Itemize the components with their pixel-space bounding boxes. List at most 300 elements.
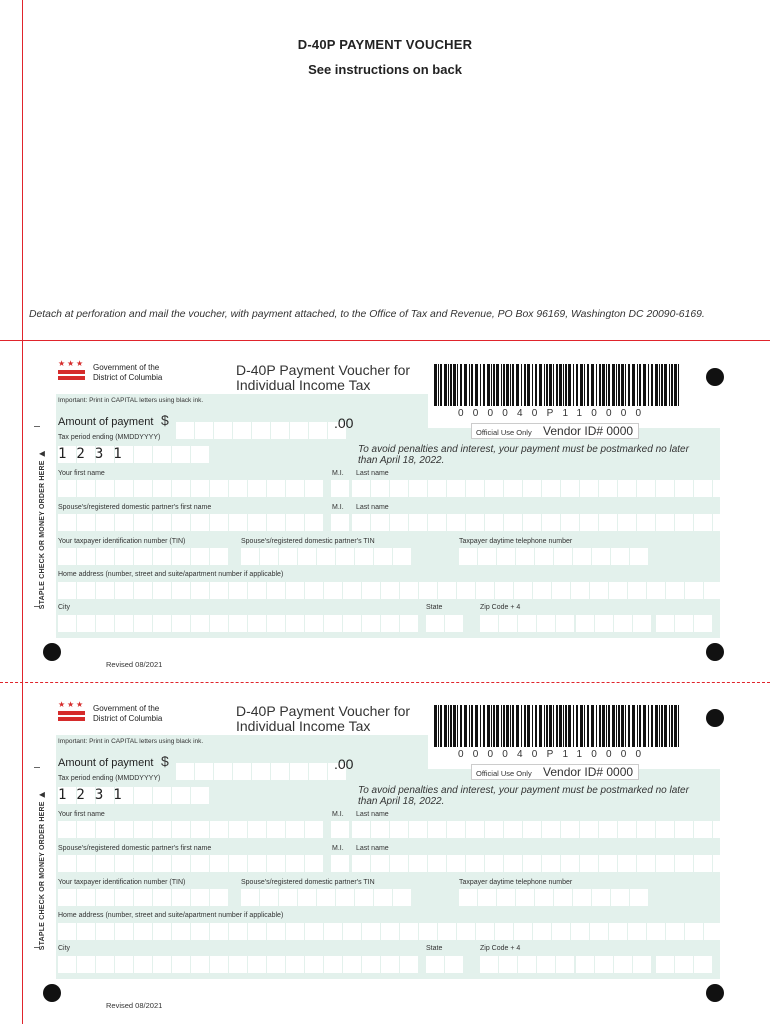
char-cell[interactable] xyxy=(675,855,693,872)
char-cell[interactable] xyxy=(630,889,648,906)
char-cell[interactable] xyxy=(694,821,712,838)
char-cell[interactable] xyxy=(485,514,503,531)
char-cell[interactable] xyxy=(480,615,498,632)
char-cell[interactable] xyxy=(58,582,76,599)
char-cell[interactable] xyxy=(267,855,285,872)
char-cell[interactable] xyxy=(305,956,323,973)
char-cell[interactable] xyxy=(504,821,522,838)
char-cell[interactable] xyxy=(352,480,370,497)
char-cell[interactable] xyxy=(153,582,171,599)
char-cell[interactable] xyxy=(210,480,228,497)
char-cell[interactable] xyxy=(499,956,517,973)
char-cell[interactable] xyxy=(497,889,515,906)
char-cell[interactable] xyxy=(229,956,247,973)
char-cell[interactable] xyxy=(191,787,209,804)
char-cell[interactable] xyxy=(554,548,572,565)
char-cell[interactable] xyxy=(495,923,513,940)
char-cell[interactable] xyxy=(241,889,259,906)
char-cell[interactable] xyxy=(96,855,114,872)
char-cell[interactable] xyxy=(592,548,610,565)
char-cell[interactable] xyxy=(647,923,665,940)
char-cell[interactable] xyxy=(229,855,247,872)
char-cell[interactable] xyxy=(476,923,494,940)
char-cell[interactable] xyxy=(537,956,555,973)
char-cell[interactable] xyxy=(77,821,95,838)
char-cell[interactable] xyxy=(419,923,437,940)
char-cell[interactable] xyxy=(542,821,560,838)
char-cell[interactable] xyxy=(134,548,152,565)
char-cell[interactable] xyxy=(317,889,335,906)
char-cell[interactable] xyxy=(331,480,349,497)
char-cell[interactable] xyxy=(561,480,579,497)
char-cell[interactable] xyxy=(191,446,209,463)
char-cell[interactable] xyxy=(153,787,171,804)
char-cell[interactable] xyxy=(694,615,712,632)
char-cell[interactable] xyxy=(153,514,171,531)
char-cell[interactable] xyxy=(497,548,515,565)
char-cell[interactable] xyxy=(713,514,731,531)
char-cell[interactable] xyxy=(447,821,465,838)
char-cell[interactable] xyxy=(214,422,232,439)
char-cell[interactable] xyxy=(115,548,133,565)
char-cell[interactable] xyxy=(267,480,285,497)
char-cell[interactable] xyxy=(77,548,95,565)
char-cell[interactable] xyxy=(58,923,76,940)
char-cell[interactable] xyxy=(599,821,617,838)
char-cell[interactable] xyxy=(573,548,591,565)
char-cell[interactable] xyxy=(286,514,304,531)
char-cell[interactable] xyxy=(267,923,285,940)
char-cell[interactable] xyxy=(96,548,114,565)
char-cell[interactable] xyxy=(459,548,477,565)
char-cell[interactable] xyxy=(153,821,171,838)
char-cell[interactable] xyxy=(96,480,114,497)
char-cell[interactable] xyxy=(675,956,693,973)
char-cell[interactable] xyxy=(723,582,741,599)
char-cell[interactable] xyxy=(210,615,228,632)
char-cell[interactable] xyxy=(409,514,427,531)
char-cell[interactable] xyxy=(271,763,289,780)
char-cell[interactable] xyxy=(305,480,323,497)
char-cell[interactable] xyxy=(172,446,190,463)
char-cell[interactable] xyxy=(115,923,133,940)
char-cell[interactable] xyxy=(134,582,152,599)
char-cell[interactable] xyxy=(58,548,76,565)
char-cell[interactable] xyxy=(499,615,517,632)
char-cell[interactable] xyxy=(153,855,171,872)
char-cell[interactable] xyxy=(96,923,114,940)
char-cell[interactable] xyxy=(191,923,209,940)
char-cell[interactable] xyxy=(210,889,228,906)
char-cell[interactable] xyxy=(343,956,361,973)
char-cell[interactable] xyxy=(229,514,247,531)
char-cell[interactable] xyxy=(556,956,574,973)
char-cell[interactable] xyxy=(355,548,373,565)
char-cell[interactable] xyxy=(210,923,228,940)
char-cell[interactable] xyxy=(576,956,594,973)
char-cell[interactable] xyxy=(134,889,152,906)
char-cell[interactable] xyxy=(267,514,285,531)
char-cell[interactable] xyxy=(134,855,152,872)
char-cell[interactable] xyxy=(153,480,171,497)
char-cell[interactable] xyxy=(172,821,190,838)
char-cell[interactable] xyxy=(371,821,389,838)
char-cell[interactable] xyxy=(542,480,560,497)
char-cell[interactable] xyxy=(96,514,114,531)
char-cell[interactable] xyxy=(409,855,427,872)
char-cell[interactable] xyxy=(426,956,444,973)
char-cell[interactable] xyxy=(115,514,133,531)
char-cell[interactable] xyxy=(637,514,655,531)
char-cell[interactable] xyxy=(533,582,551,599)
char-cell[interactable] xyxy=(252,422,270,439)
char-cell[interactable] xyxy=(248,514,266,531)
char-cell[interactable] xyxy=(571,923,589,940)
char-cell[interactable] xyxy=(516,889,534,906)
char-cell[interactable] xyxy=(115,615,133,632)
char-cell[interactable] xyxy=(400,582,418,599)
char-cell[interactable] xyxy=(561,821,579,838)
char-cell[interactable] xyxy=(191,956,209,973)
char-cell[interactable] xyxy=(286,956,304,973)
char-cell[interactable] xyxy=(324,956,342,973)
char-cell[interactable] xyxy=(77,480,95,497)
char-cell[interactable] xyxy=(485,480,503,497)
char-cell[interactable] xyxy=(331,821,349,838)
char-cell[interactable] xyxy=(704,923,722,940)
char-cell[interactable] xyxy=(191,855,209,872)
char-cell[interactable] xyxy=(675,615,693,632)
char-cell[interactable] xyxy=(77,889,95,906)
char-cell[interactable] xyxy=(229,923,247,940)
char-cell[interactable] xyxy=(485,821,503,838)
char-cell[interactable] xyxy=(390,514,408,531)
char-cell[interactable] xyxy=(656,956,674,973)
char-cell[interactable] xyxy=(428,821,446,838)
char-cell[interactable] xyxy=(290,763,308,780)
char-cell[interactable] xyxy=(447,514,465,531)
char-cell[interactable] xyxy=(609,923,627,940)
char-cell[interactable] xyxy=(58,480,76,497)
char-cell[interactable] xyxy=(476,582,494,599)
char-cell[interactable] xyxy=(248,582,266,599)
char-cell[interactable] xyxy=(362,923,380,940)
char-cell[interactable] xyxy=(115,821,133,838)
char-cell[interactable] xyxy=(371,855,389,872)
char-cell[interactable] xyxy=(618,480,636,497)
char-cell[interactable] xyxy=(571,582,589,599)
char-cell[interactable] xyxy=(428,855,446,872)
char-cell[interactable] xyxy=(191,514,209,531)
char-cell[interactable] xyxy=(409,821,427,838)
char-cell[interactable] xyxy=(305,582,323,599)
char-cell[interactable] xyxy=(666,923,684,940)
char-cell[interactable] xyxy=(134,480,152,497)
char-cell[interactable] xyxy=(628,582,646,599)
char-cell[interactable] xyxy=(523,855,541,872)
char-cell[interactable] xyxy=(647,582,665,599)
char-cell[interactable] xyxy=(309,763,327,780)
char-cell[interactable] xyxy=(229,615,247,632)
char-cell[interactable] xyxy=(210,514,228,531)
char-cell[interactable] xyxy=(352,514,370,531)
char-cell[interactable] xyxy=(390,855,408,872)
char-cell[interactable] xyxy=(552,582,570,599)
char-cell[interactable] xyxy=(331,855,349,872)
char-cell[interactable] xyxy=(590,582,608,599)
char-cell[interactable] xyxy=(580,855,598,872)
char-cell[interactable] xyxy=(656,855,674,872)
char-cell[interactable] xyxy=(286,923,304,940)
char-cell[interactable] xyxy=(324,582,342,599)
char-cell[interactable] xyxy=(210,956,228,973)
char-cell[interactable] xyxy=(279,889,297,906)
char-cell[interactable] xyxy=(390,480,408,497)
char-cell[interactable] xyxy=(675,821,693,838)
char-cell[interactable] xyxy=(96,889,114,906)
char-cell[interactable] xyxy=(542,855,560,872)
char-cell[interactable] xyxy=(428,514,446,531)
char-cell[interactable] xyxy=(535,548,553,565)
char-cell[interactable] xyxy=(317,548,335,565)
char-cell[interactable] xyxy=(248,615,266,632)
char-cell[interactable] xyxy=(637,821,655,838)
char-cell[interactable] xyxy=(305,821,323,838)
char-cell[interactable] xyxy=(191,548,209,565)
char-cell[interactable] xyxy=(609,582,627,599)
char-cell[interactable] xyxy=(153,923,171,940)
char-cell[interactable] xyxy=(96,821,114,838)
char-cell[interactable] xyxy=(134,821,152,838)
char-cell[interactable] xyxy=(685,923,703,940)
char-cell[interactable] xyxy=(675,480,693,497)
char-cell[interactable] xyxy=(153,615,171,632)
char-cell[interactable] xyxy=(381,923,399,940)
char-cell[interactable] xyxy=(478,548,496,565)
char-cell[interactable] xyxy=(331,514,349,531)
char-cell[interactable] xyxy=(533,923,551,940)
char-cell[interactable] xyxy=(713,480,731,497)
char-cell[interactable] xyxy=(514,923,532,940)
char-cell[interactable] xyxy=(77,923,95,940)
char-cell[interactable] xyxy=(176,422,194,439)
char-cell[interactable] xyxy=(381,956,399,973)
char-cell[interactable] xyxy=(58,514,76,531)
char-cell[interactable] xyxy=(172,787,190,804)
char-cell[interactable] xyxy=(176,763,194,780)
char-cell[interactable] xyxy=(542,514,560,531)
char-cell[interactable] xyxy=(656,514,674,531)
char-cell[interactable] xyxy=(694,855,712,872)
char-cell[interactable] xyxy=(210,855,228,872)
char-cell[interactable] xyxy=(374,548,392,565)
char-cell[interactable] xyxy=(210,821,228,838)
char-cell[interactable] xyxy=(516,548,534,565)
char-cell[interactable] xyxy=(195,763,213,780)
char-cell[interactable] xyxy=(573,889,591,906)
char-cell[interactable] xyxy=(210,548,228,565)
char-cell[interactable] xyxy=(286,821,304,838)
char-cell[interactable] xyxy=(656,615,674,632)
char-cell[interactable] xyxy=(77,582,95,599)
char-cell[interactable] xyxy=(485,855,503,872)
char-cell[interactable] xyxy=(694,480,712,497)
char-cell[interactable] xyxy=(438,582,456,599)
char-cell[interactable] xyxy=(590,923,608,940)
char-cell[interactable] xyxy=(561,855,579,872)
char-cell[interactable] xyxy=(172,956,190,973)
char-cell[interactable] xyxy=(633,615,651,632)
char-cell[interactable] xyxy=(611,548,629,565)
char-cell[interactable] xyxy=(195,422,213,439)
char-cell[interactable] xyxy=(523,480,541,497)
char-cell[interactable] xyxy=(400,615,418,632)
char-cell[interactable] xyxy=(305,514,323,531)
char-cell[interactable] xyxy=(561,514,579,531)
char-cell[interactable] xyxy=(286,480,304,497)
char-cell[interactable] xyxy=(309,422,327,439)
char-cell[interactable] xyxy=(630,548,648,565)
char-cell[interactable] xyxy=(191,480,209,497)
char-cell[interactable] xyxy=(457,582,475,599)
char-cell[interactable] xyxy=(343,923,361,940)
char-cell[interactable] xyxy=(290,422,308,439)
char-cell[interactable] xyxy=(628,923,646,940)
char-cell[interactable] xyxy=(58,956,76,973)
char-cell[interactable] xyxy=(614,615,632,632)
char-cell[interactable] xyxy=(580,480,598,497)
char-cell[interactable] xyxy=(248,821,266,838)
char-cell[interactable] xyxy=(267,956,285,973)
char-cell[interactable] xyxy=(153,446,171,463)
char-cell[interactable] xyxy=(134,615,152,632)
char-cell[interactable] xyxy=(260,548,278,565)
char-cell[interactable] xyxy=(518,956,536,973)
char-cell[interactable] xyxy=(447,855,465,872)
char-cell[interactable] xyxy=(336,889,354,906)
char-cell[interactable] xyxy=(229,480,247,497)
char-cell[interactable] xyxy=(298,548,316,565)
char-cell[interactable] xyxy=(134,956,152,973)
char-cell[interactable] xyxy=(172,582,190,599)
char-cell[interactable] xyxy=(426,615,444,632)
char-cell[interactable] xyxy=(447,480,465,497)
char-cell[interactable] xyxy=(271,422,289,439)
char-cell[interactable] xyxy=(580,514,598,531)
char-cell[interactable] xyxy=(233,763,251,780)
char-cell[interactable] xyxy=(576,615,594,632)
char-cell[interactable] xyxy=(459,889,477,906)
char-cell[interactable] xyxy=(343,615,361,632)
char-cell[interactable] xyxy=(214,763,232,780)
char-cell[interactable] xyxy=(495,582,513,599)
char-cell[interactable] xyxy=(445,615,463,632)
char-cell[interactable] xyxy=(390,821,408,838)
char-cell[interactable] xyxy=(77,956,95,973)
char-cell[interactable] xyxy=(552,923,570,940)
char-cell[interactable] xyxy=(713,821,731,838)
char-cell[interactable] xyxy=(324,923,342,940)
char-cell[interactable] xyxy=(580,821,598,838)
char-cell[interactable] xyxy=(58,821,76,838)
char-cell[interactable] xyxy=(229,582,247,599)
char-cell[interactable] xyxy=(518,615,536,632)
char-cell[interactable] xyxy=(248,480,266,497)
char-cell[interactable] xyxy=(428,480,446,497)
char-cell[interactable] xyxy=(210,582,228,599)
char-cell[interactable] xyxy=(362,956,380,973)
char-cell[interactable] xyxy=(172,889,190,906)
char-cell[interactable] xyxy=(248,956,266,973)
char-cell[interactable] xyxy=(305,923,323,940)
char-cell[interactable] xyxy=(362,582,380,599)
char-cell[interactable] xyxy=(58,855,76,872)
char-cell[interactable] xyxy=(191,615,209,632)
char-cell[interactable] xyxy=(675,514,693,531)
char-cell[interactable] xyxy=(618,821,636,838)
char-cell[interactable] xyxy=(172,923,190,940)
char-cell[interactable] xyxy=(656,821,674,838)
char-cell[interactable] xyxy=(191,889,209,906)
char-cell[interactable] xyxy=(58,615,76,632)
char-cell[interactable] xyxy=(324,615,342,632)
char-cell[interactable] xyxy=(723,923,741,940)
char-cell[interactable] xyxy=(343,582,361,599)
char-cell[interactable] xyxy=(685,582,703,599)
char-cell[interactable] xyxy=(267,821,285,838)
char-cell[interactable] xyxy=(637,480,655,497)
char-cell[interactable] xyxy=(595,615,613,632)
char-cell[interactable] xyxy=(115,855,133,872)
char-cell[interactable] xyxy=(96,582,114,599)
char-cell[interactable] xyxy=(592,889,610,906)
char-cell[interactable] xyxy=(504,514,522,531)
char-cell[interactable] xyxy=(172,855,190,872)
char-cell[interactable] xyxy=(77,855,95,872)
char-cell[interactable] xyxy=(633,956,651,973)
char-cell[interactable] xyxy=(614,956,632,973)
char-cell[interactable] xyxy=(305,615,323,632)
char-cell[interactable] xyxy=(694,514,712,531)
char-cell[interactable] xyxy=(371,514,389,531)
char-cell[interactable] xyxy=(286,615,304,632)
char-cell[interactable] xyxy=(286,582,304,599)
char-cell[interactable] xyxy=(134,514,152,531)
char-cell[interactable] xyxy=(393,889,411,906)
char-cell[interactable] xyxy=(599,514,617,531)
char-cell[interactable] xyxy=(58,889,76,906)
char-cell[interactable] xyxy=(381,615,399,632)
char-cell[interactable] xyxy=(381,582,399,599)
char-cell[interactable] xyxy=(595,956,613,973)
char-cell[interactable] xyxy=(336,548,354,565)
char-cell[interactable] xyxy=(523,821,541,838)
char-cell[interactable] xyxy=(694,956,712,973)
char-cell[interactable] xyxy=(233,422,251,439)
char-cell[interactable] xyxy=(523,514,541,531)
char-cell[interactable] xyxy=(514,582,532,599)
char-cell[interactable] xyxy=(241,548,259,565)
char-cell[interactable] xyxy=(153,956,171,973)
char-cell[interactable] xyxy=(599,855,617,872)
char-cell[interactable] xyxy=(115,956,133,973)
char-cell[interactable] xyxy=(134,923,152,940)
char-cell[interactable] xyxy=(466,821,484,838)
char-cell[interactable] xyxy=(400,923,418,940)
char-cell[interactable] xyxy=(445,956,463,973)
char-cell[interactable] xyxy=(248,855,266,872)
char-cell[interactable] xyxy=(96,956,114,973)
